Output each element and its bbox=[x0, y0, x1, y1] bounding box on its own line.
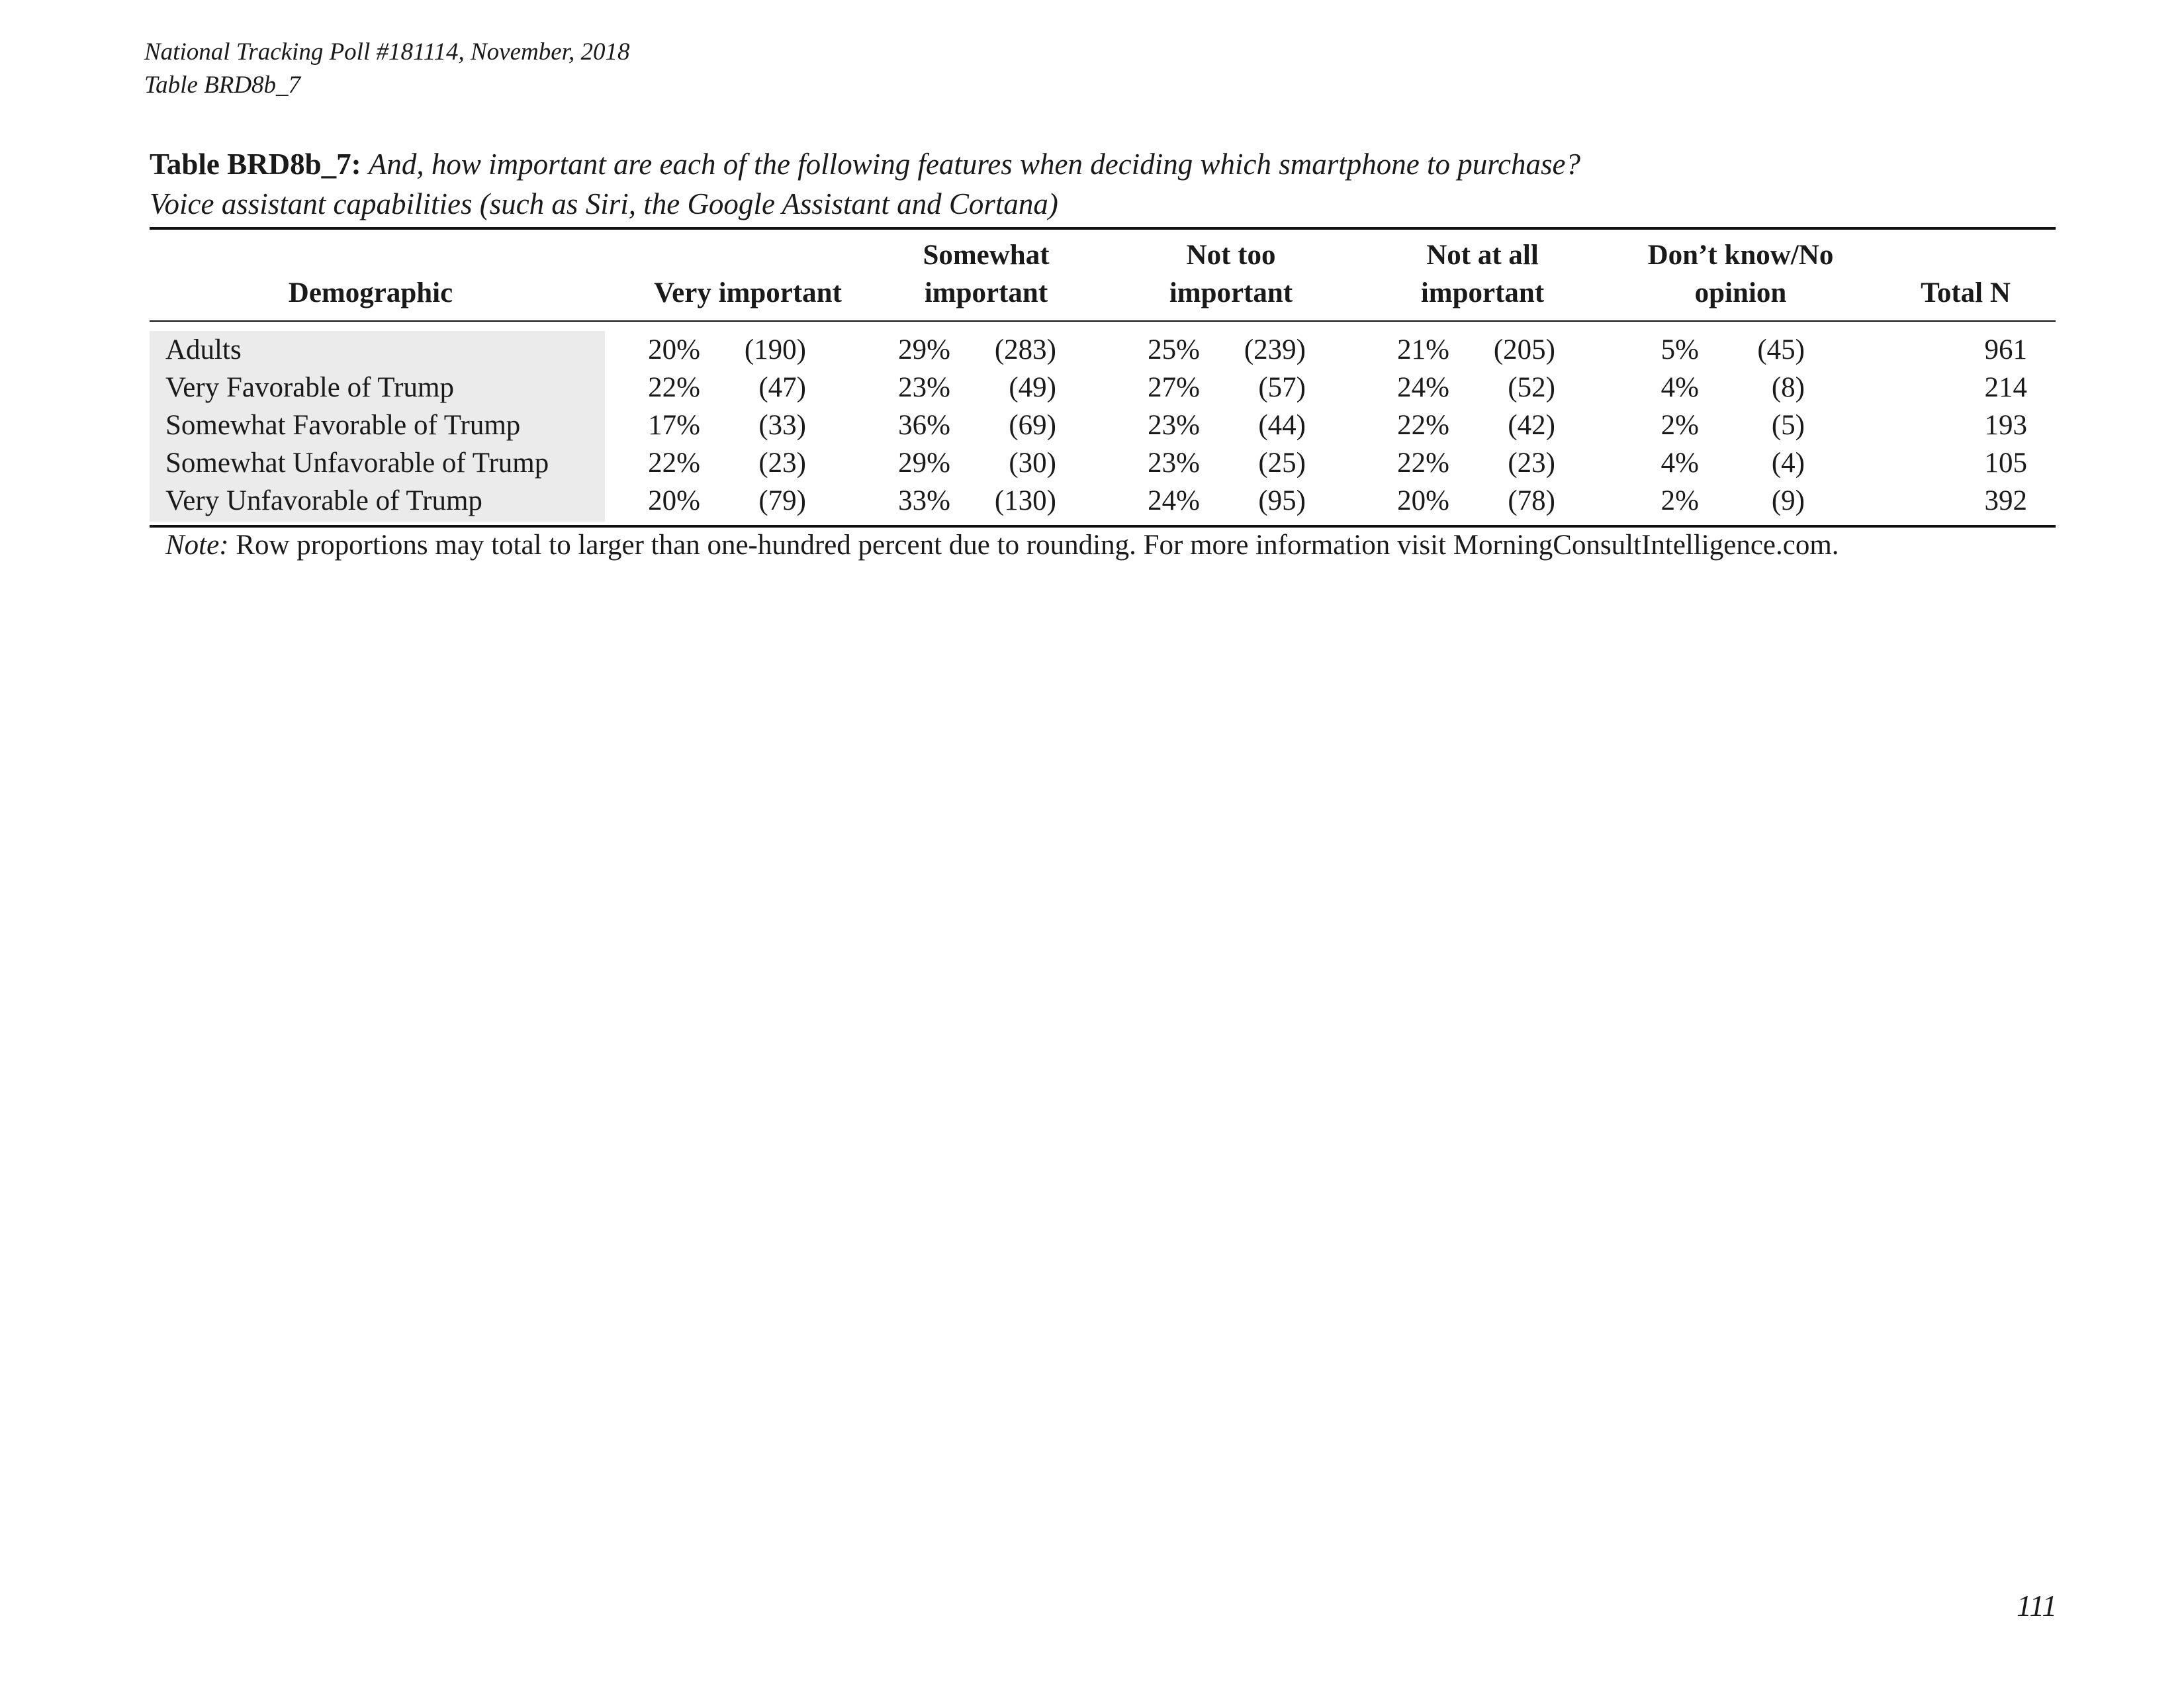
cell-nottoo-n: (239) bbox=[1244, 334, 1306, 365]
cell-notatall-pct: 22% bbox=[1397, 447, 1449, 479]
page-number: 111 bbox=[2017, 1589, 2057, 1622]
col-header-not-at-all-important bbox=[1377, 236, 1588, 312]
cell-notatall-pct: 21% bbox=[1397, 334, 1449, 365]
cell-very-n: (33) bbox=[758, 410, 806, 441]
col-header-very-important: Very important bbox=[654, 277, 842, 308]
cell-some-n: (30) bbox=[1009, 447, 1056, 479]
cell-notatall-pct: 20% bbox=[1397, 485, 1449, 516]
cell-nottoo-n: (95) bbox=[1258, 485, 1306, 516]
cell-dk-pct: 4% bbox=[1661, 447, 1699, 479]
cell-nottoo-pct: 27% bbox=[1148, 372, 1200, 403]
col-header-demographic: Demographic bbox=[288, 277, 453, 308]
cell-very-n: (79) bbox=[758, 485, 806, 516]
cell-dk-n: (4) bbox=[1771, 447, 1805, 479]
cell-nottoo-n: (25) bbox=[1258, 447, 1306, 479]
cell-notatall-n: (78) bbox=[1508, 485, 1555, 516]
table-row bbox=[0, 444, 2184, 482]
cell-dk-n: (5) bbox=[1771, 410, 1805, 441]
poll-name: National Tracking Poll #181114, November, 2018 bbox=[144, 38, 630, 66]
cell-some-n: (130) bbox=[994, 485, 1056, 516]
page-header bbox=[144, 36, 629, 102]
col-header-not-too-important bbox=[1125, 236, 1337, 312]
col-header-line: Somewhat bbox=[923, 240, 1050, 271]
cell-very-n: (23) bbox=[758, 447, 806, 479]
cell-dk-pct: 2% bbox=[1661, 410, 1699, 441]
cell-notatall-pct: 22% bbox=[1397, 410, 1449, 441]
cell-notatall-pct: 24% bbox=[1397, 372, 1449, 403]
cell-nottoo-pct: 24% bbox=[1148, 485, 1200, 516]
cell-some-n: (49) bbox=[1009, 372, 1056, 403]
table-header-rule bbox=[150, 320, 2056, 322]
cell-very-pct: 20% bbox=[648, 334, 700, 365]
cell-dk-n: (8) bbox=[1771, 372, 1805, 403]
cell-nottoo-n: (44) bbox=[1258, 410, 1306, 441]
row-demographic-label: Very Unfavorable of Trump bbox=[165, 485, 482, 516]
row-demographic-label: Somewhat Favorable of Trump bbox=[165, 410, 521, 441]
cell-notatall-n: (52) bbox=[1508, 372, 1555, 403]
table-title-lead: Table BRD8b_7: bbox=[150, 148, 361, 181]
cell-total: 392 bbox=[1984, 485, 2027, 516]
cell-dk-n: (9) bbox=[1771, 485, 1805, 516]
note-text: Row proportions may total to larger than one-hundred percent due to rounding. For more information visit MorningConsultIntelligence.com. bbox=[236, 530, 1839, 561]
table-question: And, how important are each of the following features when deciding which smartphone to purchase? bbox=[368, 148, 1580, 181]
col-header-line: Not at all bbox=[1426, 240, 1539, 271]
cell-very-n: (190) bbox=[744, 334, 806, 365]
table-id: Table BRD8b_7 bbox=[144, 71, 301, 99]
cell-nottoo-pct: 25% bbox=[1148, 334, 1200, 365]
cell-notatall-n: (42) bbox=[1508, 410, 1555, 441]
cell-notatall-n: (205) bbox=[1493, 334, 1555, 365]
row-demographic-label: Very Favorable of Trump bbox=[165, 372, 454, 403]
cell-total: 193 bbox=[1984, 410, 2027, 441]
cell-very-pct: 22% bbox=[648, 447, 700, 479]
table-row bbox=[0, 406, 2184, 444]
col-header-line: important bbox=[924, 277, 1048, 308]
cell-some-pct: 29% bbox=[898, 447, 950, 479]
cell-some-pct: 36% bbox=[898, 410, 950, 441]
cell-notatall-n: (23) bbox=[1508, 447, 1555, 479]
col-header-line: important bbox=[1420, 277, 1545, 308]
table-top-rule bbox=[150, 227, 2056, 230]
table-subtitle: Voice assistant capabilities (such as Siri, the Google Assistant and Cortana) bbox=[150, 187, 1058, 220]
row-demographic-label: Somewhat Unfavorable of Trump bbox=[165, 447, 549, 479]
table-row bbox=[0, 482, 2184, 520]
cell-some-pct: 23% bbox=[898, 372, 950, 403]
cell-total: 961 bbox=[1984, 334, 2027, 365]
cell-total: 214 bbox=[1984, 372, 2027, 403]
cell-very-pct: 22% bbox=[648, 372, 700, 403]
col-header-dont-know bbox=[1608, 236, 1873, 312]
cell-dk-pct: 4% bbox=[1661, 372, 1699, 403]
cell-total: 105 bbox=[1984, 447, 2027, 479]
cell-some-n: (283) bbox=[994, 334, 1056, 365]
cell-dk-pct: 2% bbox=[1661, 485, 1699, 516]
cell-dk-n: (45) bbox=[1757, 334, 1805, 365]
cell-some-pct: 33% bbox=[898, 485, 950, 516]
col-header-total-n: Total N bbox=[1921, 277, 2011, 308]
table-title bbox=[150, 144, 2056, 224]
col-header-line: opinion bbox=[1694, 277, 1787, 308]
cell-nottoo-pct: 23% bbox=[1148, 447, 1200, 479]
note-label: Note: bbox=[165, 530, 229, 561]
cell-very-n: (47) bbox=[758, 372, 806, 403]
col-header-line: Not too bbox=[1186, 240, 1276, 271]
cell-nottoo-n: (57) bbox=[1258, 372, 1306, 403]
row-demographic-label: Adults bbox=[165, 334, 242, 365]
cell-very-pct: 17% bbox=[648, 410, 700, 441]
cell-some-pct: 29% bbox=[898, 334, 950, 365]
cell-nottoo-pct: 23% bbox=[1148, 410, 1200, 441]
col-header-line: important bbox=[1169, 277, 1293, 308]
col-header-somewhat-important bbox=[880, 236, 1092, 312]
table-row bbox=[0, 331, 2184, 369]
table-note bbox=[165, 526, 1839, 564]
cell-dk-pct: 5% bbox=[1661, 334, 1699, 365]
cell-some-n: (69) bbox=[1009, 410, 1056, 441]
col-header-line: Don’t know/No bbox=[1647, 240, 1834, 271]
table-row bbox=[0, 369, 2184, 406]
cell-very-pct: 20% bbox=[648, 485, 700, 516]
